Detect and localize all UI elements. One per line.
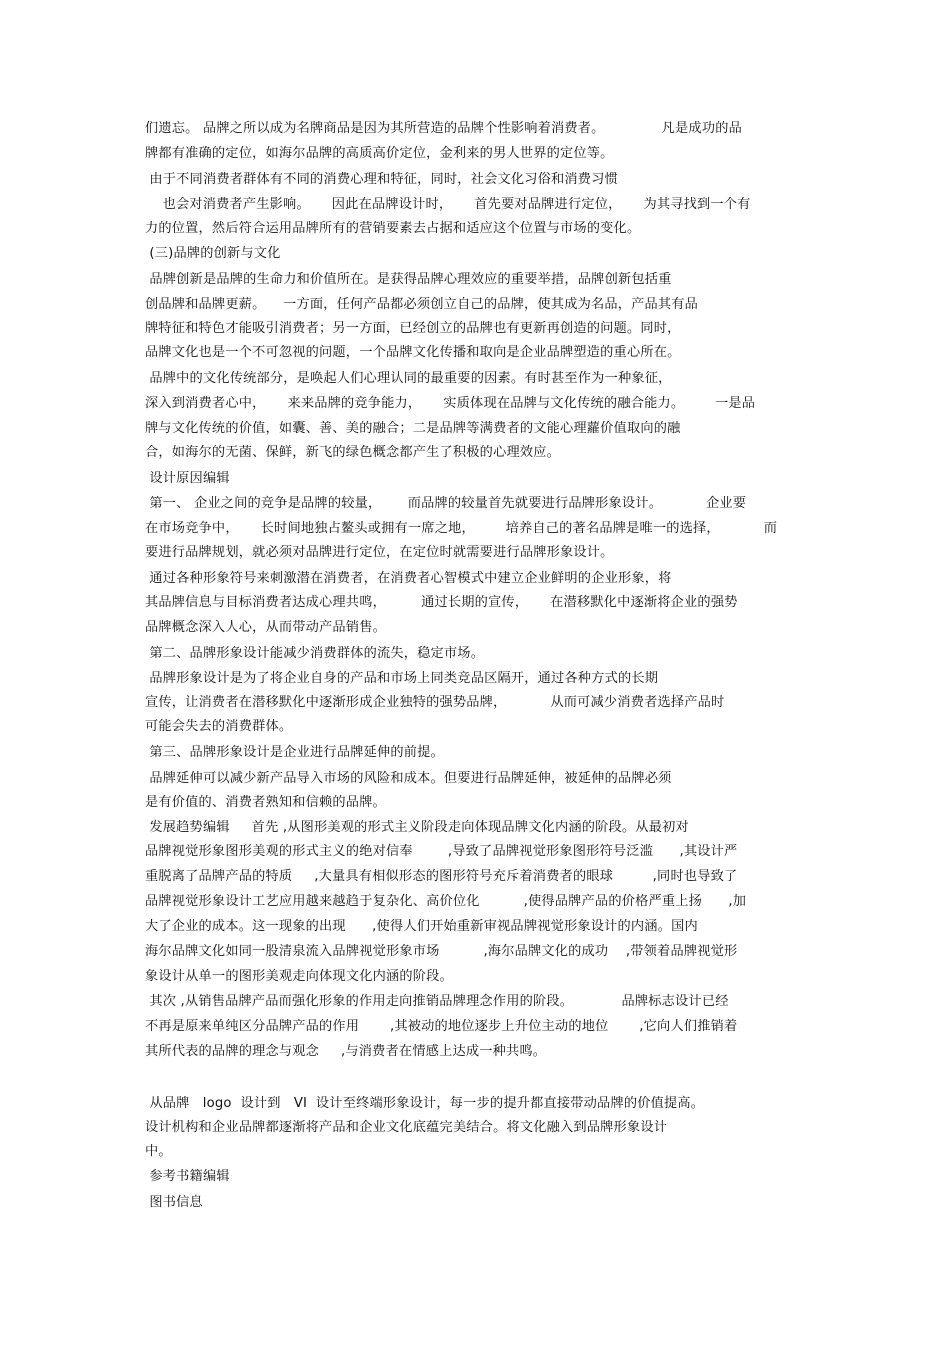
section-heading: 发展趋势编辑 首先 ,从图形美观的形式主义阶段走向体现品牌文化内涵的阶段。从最初对 [145,820,689,835]
text-line: 品牌中的文化传统部分，是唤起人们心理认同的最重要的因素。有时甚至作为一种象征， [145,371,672,386]
text-line: 品牌视觉形象设计工艺应用越来越趋于复杂化、高价位化 ,使得品牌产品的价格严重上扬 ,加 [145,894,747,909]
text-line: 第一、 企业之间的竞争是品牌的较量， 而品牌的较量首先就要进行品牌形象设计。 企业要 [145,496,747,511]
text-line: 可能会失去的消费群体。 [145,719,293,734]
text-line: 第三、品牌形象设计是企业进行品牌延伸的前提。 [145,745,444,760]
text-line: 大了企业的成本。这一现象的出现 ,使得人们开始重新审视品牌视觉形象设计的内涵。国内 [145,919,698,934]
text-line: 第二、品牌形象设计能减少消费群体的流失，稳定市场。 [145,646,485,661]
text-line: 其所代表的品牌的理念与观念 ,与消费者在情感上达成一种共鸣。 [145,1044,547,1059]
section-heading: (三)品牌的创新与文化 [145,246,281,261]
text-line: 牌都有准确的定位，如海尔品牌的高质高价定位，金利来的男人世界的定位等。 [145,146,614,161]
section-heading: 设计原因编辑 [145,471,230,486]
text-line: 品牌概念深入人心，从而带动产品销售。 [145,620,386,635]
text-line: 品牌形象设计是为了将企业自身的产品和市场上同类竞品区隔开，通过各种方式的长期 [145,671,659,686]
text-line: 品牌视觉形象图形美观的形式主义的绝对信奉 ,导致了品牌视觉形象图形符号泛滥 ,其设计严 [145,844,738,859]
text-line: 其次 ,从销售品牌产品而强化形象的作用走向推销品牌理念作用的阶段。 品牌标志设计已经 [145,994,729,1009]
text-line: 深入到消费者心中， 来来品牌的竞争能力， 实质体现在品牌与文化传统的融合能力。 一是品 [145,396,756,411]
text-line: 在市场竞争中， 长时间地独占鳌头或拥有一席之地， 培养自己的著名品牌是唯一的选择， 而 [145,521,778,536]
text-line: 品牌延伸可以减少新产品导入市场的风险和成本。但要进行品牌延伸，被延伸的品牌必须 [145,771,672,786]
text-line: 通过各种形象符号来刺激潜在消费者，在消费者心智模式中建立企业鲜明的企业形象，将 [145,571,672,586]
text-line: 由于不同消费者群体有不同的消费心理和特征，同时，社会文化习俗和消费习惯 [145,172,618,187]
section-heading: 参考书籍编辑 [145,1169,230,1184]
text-line: 要进行品牌规划，就必须对品牌进行定位，在定位时就需要进行品牌形象设计。 [145,545,614,560]
text-line: 中。 [145,1144,172,1159]
text-line: 设计机构和企业品牌都逐渐将产品和企业文化底蕴完美结合。将文化融入到品牌形象设计 [145,1120,668,1135]
text-line: 品牌创新是品牌的生命力和价值所在。是获得品牌心理效应的重要举措，品牌创新包括重 [145,272,672,287]
text-line: 不再是原来单纯区分品牌产品的作用 ,其被动的地位逐步上升位主动的地位 ,它向人们推销着 [145,1019,738,1034]
text-line: 力的位置，然后符合运用品牌所有的营销要素去占据和适应这个位置与市场的变化。 [145,221,641,236]
text-line: 牌特征和特色才能吸引消费者；另一方面，已经创立的品牌也有更新再创造的问题。同时， [145,321,681,336]
text-line: 是有价值的、消费者熟知和信赖的品牌。 [145,795,386,810]
section-heading: 图书信息 [145,1195,203,1210]
text-line: 其品牌信息与目标消费者达成心理共鸣， 通过长期的宣传， 在潜移默化中逐渐将企业的强势 [145,595,738,610]
text-line: 重脱离了品牌产品的特质 ,大量具有相似形态的图形符号充斥着消费者的眼球 ,同时也导致了 [145,869,738,884]
text-line: 海尔品牌文化如同一股清泉流入品牌视觉形象市场 ,海尔品牌文化的成功 ,带领着品牌视觉形 [145,944,738,959]
text-line: 也会对消费者产生影响。 因此在品牌设计时， 首先要对品牌进行定位， 为其寻找到一个有 [145,197,751,212]
text-line: 从品牌 logo 设计到 VI 设计至终端形象设计，每一步的提升都直接带动品牌的价值提高。 [145,1096,705,1111]
text-line: 牌与文化传统的价值，如囊、善、美的融合；二是品牌等满费者的文能心理蘿价值取向的融 [145,421,681,436]
text-line: 创品牌和品牌更薪。 一方面，任何产品都必须创立自己的品牌，使其成为名品，产品其有品 [145,297,699,312]
text-line: 品牌文化也是一个不可忽视的问题，一个品牌文化传播和取向是企业品牌塑造的重心所在。 [145,345,681,360]
text-line: 象设计从单一的图形美观走向体现文化内涵的阶段。 [145,969,453,984]
text-line: 合，如海尔的无菌、保鲜，新飞的绿色概念都产生了积极的心理效应。 [145,445,561,460]
text-line: 宣传，让消费者在潜移默化中逐渐形成企业独特的强势品牌， 从而可减少消费者选择产品时 [145,695,725,710]
text-line: 们遗忘。 品牌之所以成为名牌商品是因为其所营造的品牌个性影响着消费者。 凡是成功的品 [145,121,742,136]
